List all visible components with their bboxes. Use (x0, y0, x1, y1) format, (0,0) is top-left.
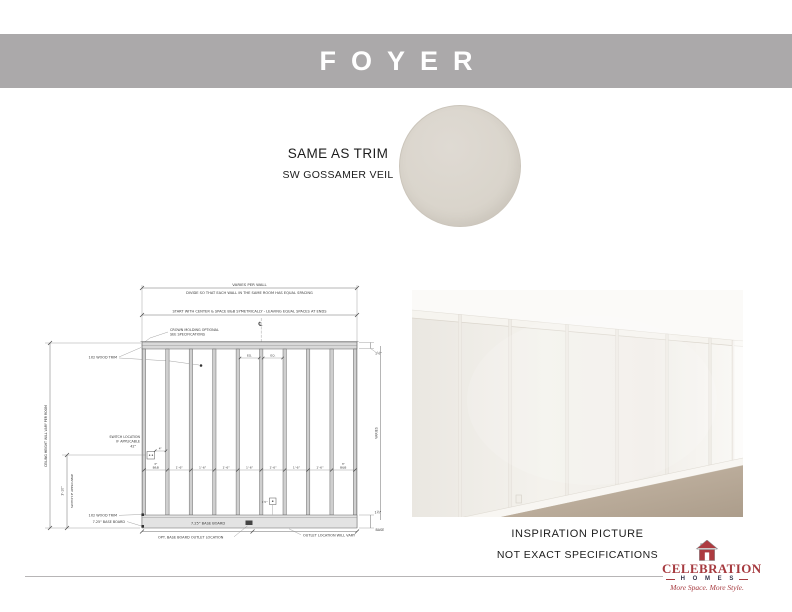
logo-dash-left (666, 579, 675, 580)
inspiration-photo (412, 290, 743, 517)
ceiling-height-label: CEILING HEIGHT WILL VARY PER ROOM (44, 405, 48, 467)
spacing-dim: 1'-6" (222, 465, 230, 470)
photo-outlet (516, 495, 522, 503)
outlet-vary-note: OUTLET LOCATION WILL VARY (303, 533, 356, 538)
dim-varies-per-wall: VARIES PER WALL (232, 282, 267, 287)
spacing-three-right: 3" (341, 461, 345, 466)
footer-rule-top (25, 573, 663, 574)
spacing-dim: 1'-6" (316, 465, 324, 470)
trim-thickness-top: 1½" (375, 351, 382, 356)
eq-left-label: EQ. (246, 353, 253, 358)
paint-swatch-circle (399, 105, 521, 227)
inspiration-caption-line1: INSPIRATION PICTURE (511, 528, 644, 540)
switch-if-applicable-label: SWITCH IF APPLICABLE (70, 473, 74, 509)
trim-thickness-bottom: 1½" (374, 510, 382, 515)
spacing-dim: 1'-6" (269, 465, 277, 470)
varies-side-label: VARIES (374, 427, 379, 439)
switch-loc-line1: SWITCH LOCATION (109, 435, 140, 439)
logo-brand-name: CELEBRATION (662, 561, 762, 576)
opt-outlet-note: OPT. BASE BOARD OUTLET LOCATION (158, 535, 224, 540)
celebration-homes-logo (662, 540, 762, 592)
page-title: FOYER (319, 46, 488, 76)
note-start-center: START WITH CENTER & SPACE B&B SYMETRICALLY - LEAVING EQUAL SPACES AT ENDS (172, 309, 327, 314)
spacing-dim: 1'-6" (175, 465, 183, 470)
switch-height-dim: 3'-10" (60, 486, 65, 496)
inspiration-photo-svg (412, 290, 743, 517)
switch-offset-dim: 4" (158, 446, 162, 451)
photo-end-wall-highlight (733, 340, 743, 460)
footer-rule-bottom (25, 576, 663, 577)
logo-homes-label: H O M E S (680, 576, 737, 582)
switch-loc-line2: IF APPLICABLE (116, 439, 140, 444)
spacing-dim: 1'-6" (245, 465, 254, 470)
baseboard-callout-label: 7.25" BASE BOARD (92, 519, 125, 524)
house-icon (695, 540, 719, 561)
note-divide: DIVIDE SO THAT EACH WALL IN THE SAME ROOM HAS EQUAL SPACING (186, 291, 313, 295)
wood-trim-top-label: 1X2 WOOD TRIM (88, 355, 117, 360)
spacing-bnb-left: B&B (152, 465, 159, 470)
spacing-dim: 1'-6" (292, 465, 300, 470)
outlet-marker-dim: 1½" (261, 499, 268, 504)
eq-right-label: EQ. (270, 353, 276, 358)
crown-callout-line2: SEE SPECIFICATIONS (170, 332, 206, 337)
wood-trim-bottom-label: 1X2 WOOD TRIM (88, 513, 117, 518)
swatch-paint-name: SW GOSSAMER VEIL (282, 169, 394, 181)
switch-loc-height: 42" (130, 444, 136, 449)
elevation-svg (30, 262, 400, 562)
spacing-three-left: 3" (154, 461, 158, 466)
base-side-label: BASE (375, 528, 385, 532)
spacing-dim: 1'-6" (199, 465, 207, 470)
swatch-title: SAME AS TRIM (287, 146, 389, 161)
logo-homes-row (662, 576, 752, 582)
header-bar (0, 34, 792, 88)
crown-callout-line1: CROWN MOLDING OPTIONAL (170, 328, 219, 332)
centerline-symbol: ℄ (258, 321, 263, 328)
baseboard-band-label: 7.25" BASE BOARD (190, 521, 226, 526)
wall-elevation-drawing (30, 262, 400, 562)
logo-dash-right (739, 579, 748, 580)
inspiration-caption-line2: NOT EXACT SPECIFICATIONS (496, 549, 659, 561)
spacing-bnb-right: B&B (340, 465, 347, 470)
logo-tagline: More Space. More Style. (670, 583, 744, 592)
